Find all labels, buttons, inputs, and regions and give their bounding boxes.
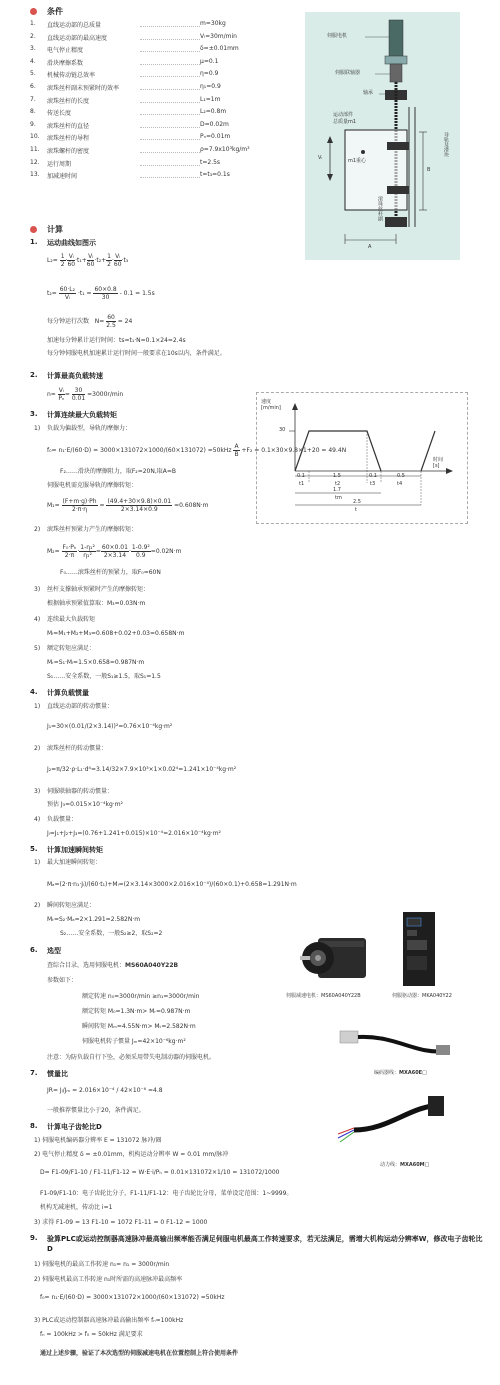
screw-label: 滚珠丝杆副 [377,196,383,221]
a1-title: 最大加速瞬间转矩： [47,859,102,866]
section-bullet [30,8,37,15]
accel-note: 每分钟伺服电机加速累计运行时间一般要求在10s以内，条件满足。 [47,350,226,357]
mechanism-svg [305,12,460,260]
heading-continuous-torque: 计算连续最大负载转矩 [47,411,117,419]
step-num: 4) [34,816,41,823]
condition-number: 6. [30,83,36,90]
condition-label: 电气停止精度 [47,47,84,55]
condition-value: L₁=1m [200,95,221,103]
condition-value: Pₙ=0.01m [200,133,231,141]
max-speed-line: 1) 伺服电机的最高工作转速 n₁= n₁ = 3000r/min [34,1261,170,1268]
power-cable-image [336,1090,456,1150]
step-num: 3) [34,788,41,795]
selection-line: 查综合目录，选用伺服电机：MS60A040Y22B [47,962,179,969]
j2-title: 滚珠丝杆的转动惯量： [47,745,108,752]
eq-cycles: 每分钟运行次数 N= $\frac{60}{2.5}$ = 24 [47,314,133,329]
tick-0.1b: 0.1 [369,473,377,479]
encoder-caption: 编码器线：MXA60E□ [374,1070,427,1076]
condition-label: 直线运动部的最高速度 [47,34,108,42]
condition-value: μ=0.1 [200,57,219,65]
step-num: 4) [34,616,41,623]
moving-part-label: 运动部件 [333,112,354,118]
heading-num: 7. [30,1069,38,1077]
chart-ylabel: 速度 [m/min] [261,399,281,411]
j3-eq: 预估 J₃=0.015×10⁻⁴kg·m² [47,801,123,808]
condition-number: 8. [30,108,36,116]
a1-eq: Mₐ=(2·π·n₁·Jₗ)/(60·t₁)+Mₗ=(2×3.14×3000×2.016×10⁻⁴)/(60×0.1)+0.658=1.291N·m [47,881,297,888]
condition-label: 滑块摩擦系数 [47,59,84,67]
section-title-conditions: 条件 [47,7,63,16]
condition-value: ρ=7.9x10³kg/m³ [200,146,250,153]
drive-caption: 伺服驱动器：MKA040Y22 [392,993,452,999]
param-torque: 额定转矩 M₀=1.3N·m> Mᵣ=0.987N·m [82,1008,191,1015]
condition-label: 滚珠丝杆的导程 [47,135,90,143]
tick-2.5: 2.5 [353,499,361,505]
heading-verification: 验算PLC或运动控制器高速脉冲最高输出频率能否满足伺服电机最高工作转速要求，若无法满足，需增大机构运动分辨率W，修改电子齿轮比D [47,1235,483,1253]
condition-number: 4. [30,57,36,65]
condition-value: η₁=0.9 [200,83,221,90]
section-bullet [30,226,37,233]
step-num: 3) [34,586,41,593]
heading-num: 1. [30,238,38,246]
eq-t2: t₂= $\frac{\text{60·L₂}}{\text{Vₗ}}$ ·t₁ = $\frac{60\times 0.8}{30}$ - 0.1 = 1.5s [47,286,155,301]
brake-note: 注意：为防负载自行下坠，必须采用带失电制动器的伺服电机。 [47,1054,216,1061]
condition-leader [140,76,200,77]
motion-chart [256,392,468,524]
step-num: 1) [34,425,41,432]
gear-ratio-note: 机构无减速机，传动比 i=1 [40,1204,113,1211]
step-text: 滚珠丝杆预紧力产生的摩擦转矩： [47,526,138,533]
friction-note: F₂……滑块的摩擦阻力，取F₂=20N,取A=B [60,468,177,475]
condition-value: L₂=0.8m [200,108,227,116]
condition-value: t=2.5s [200,158,221,166]
coupling-label: 伺服联轴器 [335,70,361,76]
step-text: 丝杆支撑轴承预紧时产生的摩擦转矩： [47,586,150,593]
gear-eq: D= F1-09/F1-10 / F1-11/F1-12 = W·E·i/Pₕ = 0.01×131072×1/10 = 131072/1000 [40,1169,280,1176]
j1-eq: J₁=30×(0.01/(2×3.14))²=0.76×10⁻⁴kg·m² [47,723,173,730]
param-peak: 瞬间转矩 Mₘ=4.55N·m> Mₜ=2.582N·m [82,1023,196,1030]
eq-speed: n= $\frac{\text{Vₗ}}{\text{Pₙ}}$ = $\frac{30}{0.01}$ =3000r/min [47,387,124,402]
mechanism-diagram [305,12,460,260]
heading-num: 3. [30,410,38,418]
motor-label: 伺服电机 [327,33,348,39]
step-num: 2) [34,902,41,909]
j1-title: 直线运动部的转动惯量： [47,703,114,710]
m3-text: 根据轴承预紧值算取：M₃=0.03N·m [47,600,146,607]
a2-title: 瞬间转矩应满足： [47,902,96,909]
gear-result: 3) 求得 F1-09 = 13 F1-10 = 1072 F1-11 = 0 F1-12 = 1000 [34,1219,208,1226]
step-num: 1) [34,703,41,710]
params-label: 参数如下： [47,977,78,984]
tick-t2: t2 [335,481,341,487]
eq-m2: M₂= $\frac{\text{F₀·Pₕ}}{2\cdot\pi}$ · $\frac{\text{1-η₁²}}{\text{η₁²}}$ = $\frac{60\times 0.01}{2\times 3.14}$ · $\frac{\text{1-0.9²}}{0.9}$ =0.02N·m [47,544,182,559]
condition-leader [140,152,200,153]
section-title-calculation: 计算 [47,225,63,234]
j2-eq: J₂=π/32·ρ·L₁·d⁴=3.14/32×7.9×10³×1×0.02⁴=1.241×10⁻⁴kg·m² [47,766,237,773]
encoder-res: 1) 伺服电机编码器分辨率 E = 131072 脉冲/圈 [34,1137,162,1144]
condition-number: 7. [30,95,36,103]
condition-number: 1. [30,20,36,27]
condition-leader [140,177,200,178]
eq-l2: L₂= $\frac{1}{2}$ · $\frac{\text{Vₗ}}{60}$ ·t₁+ $\frac{\text{Vₗ}}{60}$ ·t₂+ $\frac{1}{2}$ · $\frac{\text{Vₗ}}{60}$ ·t₃ [47,253,129,268]
m1-title: 伺服电机需克服导轨的摩擦转矩： [47,482,138,489]
j4-title: 负载惯量： [47,816,78,823]
condition-leader [140,64,200,65]
b-dim-label: B [427,167,431,173]
heading-gear-ratio: 计算电子齿轮比D [47,1123,102,1131]
tick-0.1a: 0.1 [297,473,305,479]
heading-inertia-ratio: 惯量比 [47,1070,68,1078]
condition-leader [140,102,200,103]
heading-selection: 选型 [47,947,61,955]
heading-num: 9. [30,1234,38,1242]
condition-number: 3. [30,45,36,53]
m2-note: F₀……滚珠丝杆的预紧力，取F₀=60N [60,569,161,576]
condition-value: Vₗ=30m/min [200,32,237,40]
mr-eq: Mᵣ=S₁·Mₗ=1.5×0.658=0.987N·m [47,659,145,666]
condition-label: 直线运动部的总质量 [47,22,102,29]
a-dim-label: A [368,244,372,250]
condition-value: t=t₃=0.1s [200,171,230,179]
guide-label: 导轨及滑块 [443,132,449,157]
tick-tm: tm [335,495,342,501]
condition-value: D=0.02m [200,120,229,128]
step-text: 连续最大负载转矩 [47,616,96,623]
tick-t: t [355,507,357,513]
servo-drive-image [397,910,441,988]
condition-number: 5. [30,70,36,78]
encoder-cable-image [336,1025,456,1065]
condition-leader [140,165,200,166]
condition-label: 运行周期 [47,160,72,168]
gear-note: F1-09/F1-10：电子齿轮比分子，F1-11/F1-12：电子齿轮比分母，菜单设定范围：1~9999。 [40,1190,293,1197]
param-speed: 额定转速 n₀=3000r/min ≥n₁=3000r/min [82,993,200,1000]
condition-value: m=30kg [200,20,226,27]
vl-label: Vₗ [318,155,323,161]
condition-leader [140,39,200,40]
condition-leader [140,114,200,115]
a2-eq: Mₜ=S₂·Mₐ=2×1.291=2.582N·m [47,916,141,923]
bearing-label: 轴承 [363,90,374,96]
s1-note: S₁……安全系数，一般S₁≥1.5，取S₁=1.5 [47,673,161,680]
eq-m1: M₁= $\frac{(F+m\cdot g)\cdot Ph}{2\cdot\pi\cdot\eta}$ = $\frac{(49.4+30\times 9.8)\times 0.01}{2\times 3.14\times 0.9}$ =0.608N·m [47,498,209,513]
step-num: 2) [34,745,41,752]
j4-eq: Jₗ=J₁+J₂+J₃=(0.76+1.241+0.015)×10⁻⁴=2.016×10⁻⁴kg·m² [47,830,221,837]
power-caption: 动力线：MXA60M□ [380,1162,430,1168]
condition-label: 滚珠螺杆的密度 [47,148,90,155]
param-inertia: 伺服电机转子惯量 Jₘ=42×10⁻⁶kg·m² [82,1038,186,1045]
motor-caption: 伺服减速电机：MS60A040Y22B [286,993,361,999]
heading-num: 8. [30,1122,38,1130]
heading-num: 4. [30,688,38,696]
condition-label: 加减速时间 [47,173,78,181]
condition-label: 滚珠丝杆的直径 [47,122,90,130]
heading-load-inertia: 计算负载惯量 [47,689,89,697]
step-text: 负载为偏载型，导轨的摩擦力： [47,425,132,432]
heading-num: 6. [30,946,38,954]
condition-label: 机械传动链总效率 [47,72,96,80]
step-num: 1) [34,859,41,866]
tick-t1: t1 [299,481,305,487]
step-text: 额定转矩应满足： [47,645,96,652]
tick-1.5: 1.5 [333,473,341,479]
conclusion: 通过上述步骤，验证了本次选型的伺服减速电机在位置控制上符合使用条件 [40,1350,239,1357]
condition-leader [140,139,200,140]
center-label: m1重心 [348,158,367,164]
tick-0.5: 0.5 [397,473,405,479]
tick-1.7: 1.7 [333,487,341,493]
accel-time: 加速每分钟累计运行时间：ts=t₁·N=0.1×24=2.4s [47,337,186,344]
condition-value: δ=±0.01mm [200,45,239,53]
freq-title: 2) 伺服电机最高工作转速 n₁时所需的高速脉冲最高频率 [34,1276,183,1283]
tick-t4: t4 [397,481,403,487]
step-num: 5) [34,645,41,652]
chart-y30: 30 [279,427,286,433]
condition-leader [140,51,200,52]
condition-label: 滚珠丝杆的长度 [47,97,90,105]
heading-motion-curve: 运动曲线如图示 [47,239,96,247]
eq-friction: f₀= n₁·E/(60·D) = 3000×131072×1000/(60×131072) =50kHz $\frac{A}{B}$ +F₂ = 0.1×30×9.8×1+20 = 49.4N [47,443,347,458]
jr-note: 一般推荐惯量比小于20，条件满足。 [47,1107,145,1114]
plc-freq: 3) PLC或运动控制器高速脉冲最高输出频率 fₙ=100kHz [34,1317,184,1324]
jr-eq: JR= Jₗ/Jₘ = 2.016×10⁻⁴ / 42×10⁻⁶ =4.8 [47,1087,163,1094]
heading-max-speed: 计算最高负载转速 [47,372,103,380]
condition-leader [140,89,200,90]
condition-number: 10. [30,133,40,141]
condition-leader [140,127,200,128]
freq-check: fₙ = 100kHz > f₀ = 50kHz 满足要求 [40,1331,143,1338]
chart-xlabel: 时间 [s] [433,457,444,469]
condition-number: 2. [30,32,36,40]
step-num: 2) [34,526,41,533]
condition-label: 传送长度 [47,110,72,118]
freq-eq: f₀= n₁·E/(60·D) = 3000×131072×1000/(60×131072) =50kHz [40,1294,225,1301]
tick-t3: t3 [370,481,376,487]
servo-motor-image [300,932,372,988]
total-mass-label: 总质量m1 [333,119,357,125]
heading-num: 5. [30,845,38,853]
condition-number: 11. [30,146,40,153]
condition-value: η=0.9 [200,70,219,78]
condition-number: 12. [30,158,40,166]
heading-num: 2. [30,371,38,379]
ml-eq: Mₗ=M₁+M₂+M₃=0.608+0.02+0.03=0.658N·m [47,630,185,637]
condition-number: 9. [30,120,36,128]
j3-title: 伺服联轴器的转动惯量： [47,788,114,795]
precision: 2) 电气停止精度 δ = ±0.01mm，机构运动分辨率 W = 0.01 mm/脉冲 [34,1151,229,1158]
condition-number: 13. [30,171,40,179]
a2-note: S₂……安全系数，一般S₂≥2，取S₂=2 [60,930,163,937]
heading-accel-torque: 计算加速瞬间转矩 [47,846,103,854]
condition-leader [140,26,200,27]
condition-label: 滚珠丝杆副未预紧时的效率 [47,85,120,92]
